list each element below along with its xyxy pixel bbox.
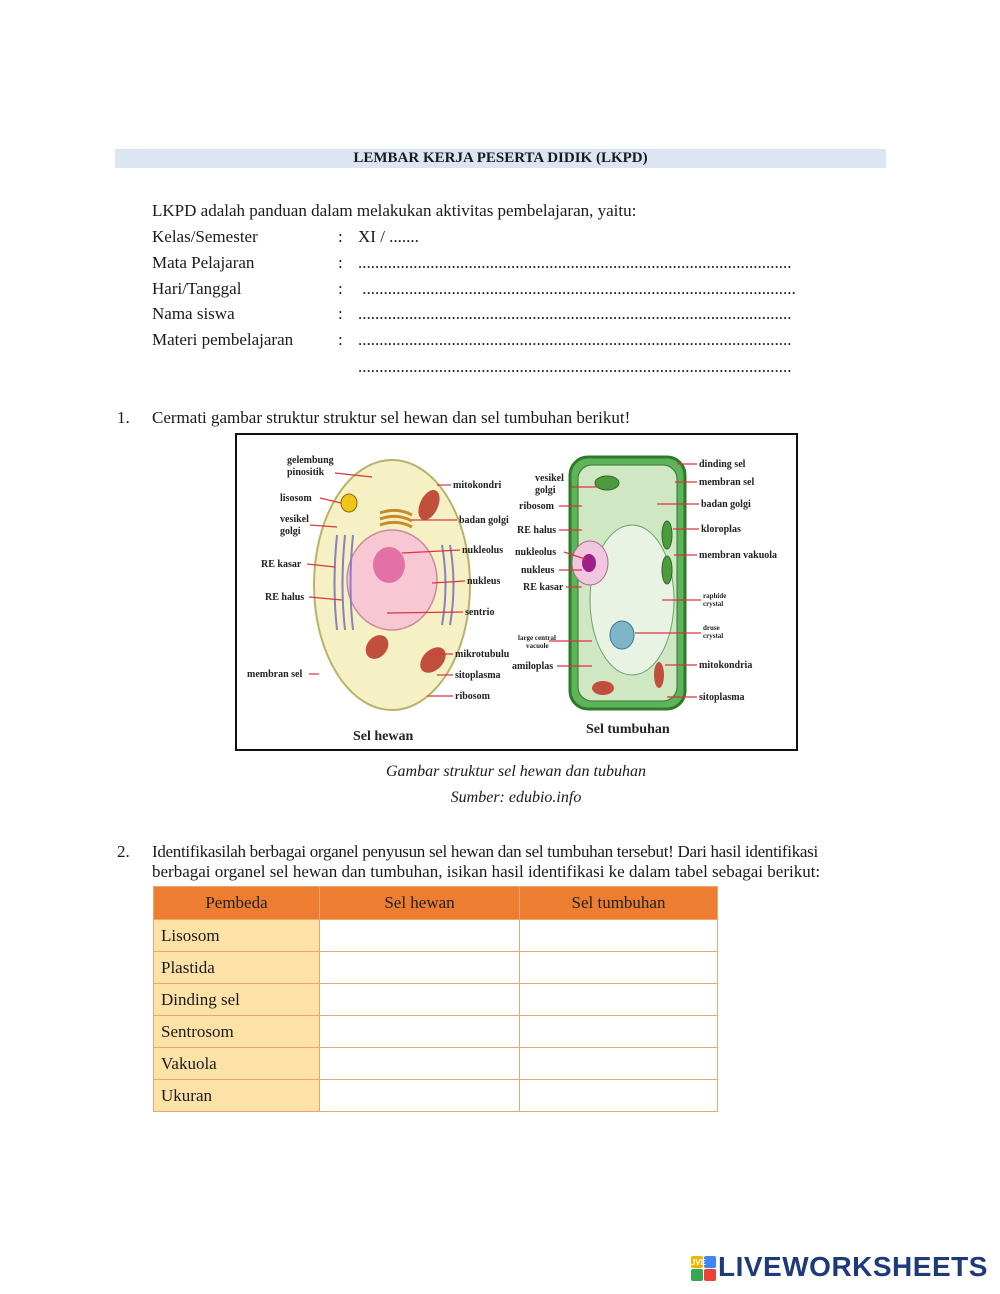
animal-cell-title: Sel hewan <box>353 729 414 744</box>
label-nukleus: nukleus <box>521 565 555 576</box>
label-vesikel: vesikel <box>535 473 564 484</box>
figure-source: Sumber: edubio.info <box>450 789 582 806</box>
field-label: Kelas/Semester <box>152 227 258 246</box>
plant-nucleolus <box>582 554 596 572</box>
header-pembeda: Pembeda <box>154 887 320 920</box>
answer-cell[interactable] <box>320 1080 520 1112</box>
logo-square <box>691 1269 703 1281</box>
answer-cell[interactable] <box>520 920 718 952</box>
header-sel-hewan: Sel hewan <box>320 887 520 920</box>
label-nukleolus: nukleolus <box>462 545 504 556</box>
logo-badge-text: LIVE <box>688 1258 706 1267</box>
field-label: Nama siswa <box>152 304 235 323</box>
label-badan-golgi: badan golgi <box>701 499 751 510</box>
cell-structure-figure <box>235 433 798 751</box>
label-membran-vakuola: membran vakuola <box>699 550 778 561</box>
intro-text: LKPD adalah panduan dalam melakukan aktivitas pembelajaran, yaitu: <box>152 201 637 220</box>
logo-square <box>704 1269 716 1281</box>
row-label: Ukuran <box>154 1080 320 1112</box>
field-materi <box>152 330 792 350</box>
liveworksheets-logo-text: LIVEWORKSHEETS <box>718 1251 988 1282</box>
field-colon: : <box>338 227 343 246</box>
header-sel-tumbuhan: Sel tumbuhan <box>520 887 718 920</box>
lysosome-shape <box>341 494 357 512</box>
label-dinding-sel: dinding sel <box>699 459 746 470</box>
animal-nucleolus <box>373 547 405 583</box>
plant-cell-title: Sel tumbuhan <box>586 722 670 737</box>
row-label: Sentrosom <box>154 1016 320 1048</box>
field-colon: : <box>338 330 343 349</box>
field-colon: : <box>338 279 343 298</box>
label-large-central: large central <box>518 634 556 642</box>
answer-cell[interactable] <box>320 1048 520 1080</box>
table-row <box>154 952 718 984</box>
label-gelembung: gelembung <box>287 455 334 466</box>
table-row <box>154 984 718 1016</box>
liveworksheets-logo-icon <box>688 1256 717 1282</box>
label-nukleus: nukleus <box>467 576 501 587</box>
table-row <box>154 1048 718 1080</box>
field-value: ...................................................................................................... <box>358 279 796 298</box>
page-title: LEMBAR KERJA PESERTA DIDIK (LKPD) <box>353 150 648 166</box>
answer-cell[interactable] <box>320 952 520 984</box>
label-badan-golgi: badan golgi <box>459 515 509 526</box>
answer-cell[interactable] <box>320 1016 520 1048</box>
label-raphide: raphide <box>703 592 727 600</box>
field-kelas <box>152 227 419 247</box>
field-mapel <box>152 253 792 273</box>
label-pinositik: pinositik <box>287 467 325 478</box>
table-row <box>154 1080 718 1112</box>
label-mitokondria: mitokondria <box>699 660 753 671</box>
label-vacuole: vacuole <box>526 642 549 650</box>
chloroplast-shape <box>595 476 619 490</box>
answer-cell[interactable] <box>520 1048 718 1080</box>
field-colon: : <box>338 253 343 272</box>
label-ribosom: ribosom <box>455 691 490 702</box>
label-golgi: golgi <box>535 485 556 496</box>
answer-cell[interactable] <box>520 1080 718 1112</box>
label-druse: druse <box>703 624 720 632</box>
field-value: ...................................................................................................... <box>358 253 792 272</box>
field-colon: : <box>338 304 343 323</box>
label-mitokondri: mitokondri <box>453 480 502 491</box>
field-label: Mata Pelajaran <box>152 253 255 272</box>
answer-cell[interactable] <box>320 984 520 1016</box>
field-materi-extra: ...................................................................................................... <box>358 357 792 376</box>
label-sitoplasma: sitoplasma <box>699 692 745 703</box>
question-1-text: Cermati gambar struktur struktur sel hewan dan sel tumbuhan berikut! <box>152 408 631 427</box>
question-2-line2: berbagai organel sel hewan dan tumbuhan, isikan hasil identifikasi ke dalam tabel sebagai berikut: <box>152 862 821 881</box>
plant-mitochondria-shape <box>592 681 614 695</box>
field-value: ...................................................................................................... <box>358 304 792 323</box>
table-row <box>154 1016 718 1048</box>
row-label: Dinding sel <box>154 984 320 1016</box>
label-vesikel: vesikel <box>280 514 309 525</box>
identification-table <box>153 886 718 1112</box>
label-ribosom: ribosom <box>519 501 554 512</box>
table-row <box>154 920 718 952</box>
field-tanggal <box>152 279 796 299</box>
answer-cell[interactable] <box>520 1016 718 1048</box>
answer-cell[interactable] <box>520 984 718 1016</box>
row-label: Vakuola <box>154 1048 320 1080</box>
figure-caption: Gambar struktur sel hewan dan tubuhan <box>386 763 646 780</box>
answer-cell[interactable] <box>320 920 520 952</box>
label-amiloplas: amiloplas <box>512 661 554 672</box>
label-re-kasar: RE kasar <box>523 582 564 593</box>
row-label: Lisosom <box>154 920 320 952</box>
label-sitoplasma: sitoplasma <box>455 670 501 681</box>
chloroplast-shape <box>662 521 672 549</box>
field-label: Materi pembelajaran <box>152 330 294 349</box>
label-membran-sel: membran sel <box>699 477 755 488</box>
label-re-halus: RE halus <box>265 592 305 603</box>
label-sentrio: sentrio <box>465 607 495 618</box>
label-druse-crystal: crystal <box>703 632 724 640</box>
label-kloroplas: kloroplas <box>701 524 741 535</box>
cell-diagram-svg <box>237 435 795 748</box>
question-1-number: 1. <box>117 408 130 427</box>
label-lisosom: lisosom <box>280 493 312 504</box>
label-membran-sel: membran sel <box>247 669 303 680</box>
question-2-number: 2. <box>117 842 130 861</box>
label-golgi: golgi <box>280 526 301 537</box>
field-label: Hari/Tanggal <box>152 279 242 298</box>
chloroplast-shape <box>662 556 672 584</box>
row-label: Plastida <box>154 952 320 984</box>
plant-mitochondria-shape <box>654 662 664 688</box>
table-header-row <box>154 887 718 920</box>
field-value: ...................................................................................................... <box>358 330 792 349</box>
answer-cell[interactable] <box>520 952 718 984</box>
label-raphide-crystal: crystal <box>703 600 724 608</box>
question-2-line1: Identifikasilah berbagai organel penyusun sel hewan dan sel tumbuhan tersebut! Dari hasil identifikasi <box>152 842 818 861</box>
label-re-halus: RE halus <box>517 525 557 536</box>
label-re-kasar: RE kasar <box>261 559 302 570</box>
field-value: XI / ....... <box>358 227 419 246</box>
label-nukleolus: nukleolus <box>515 547 557 558</box>
field-nama <box>152 304 792 324</box>
label-mikrotubulu: mikrotubulu <box>455 649 510 660</box>
druse-crystal-shape <box>610 621 634 649</box>
